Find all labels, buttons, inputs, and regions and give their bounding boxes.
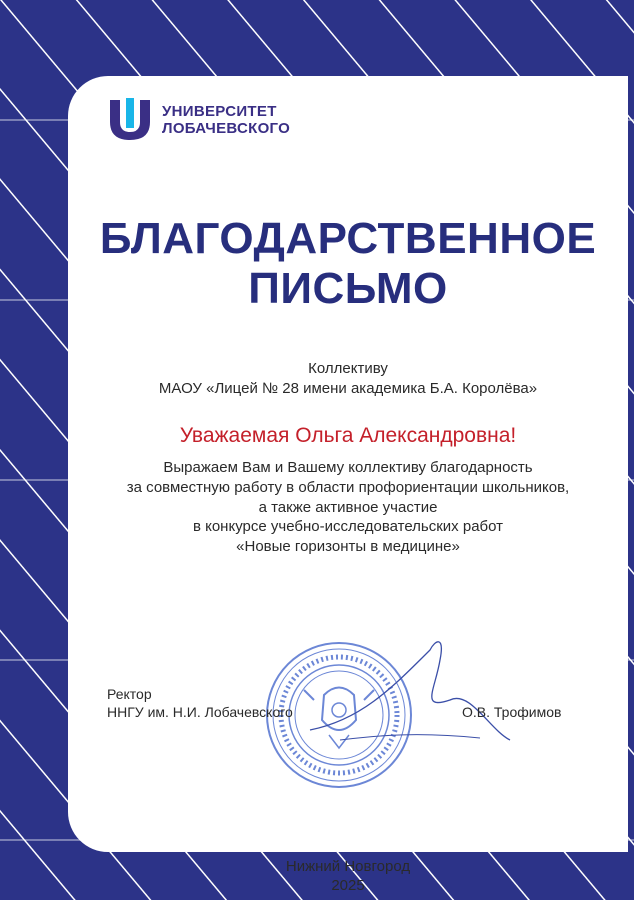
- document-title-line-1: БЛАГОДАРСТВЕННОЕ: [99, 214, 597, 263]
- body-line-2: за совместную работу в области профориентации школьников,: [126, 479, 570, 496]
- body-line-5: «Новые горизонты в медицине»: [236, 538, 460, 555]
- logo-line-2: ЛОБАЧЕВСКОГО: [162, 120, 291, 137]
- signatory-name: О.В. Трофимов: [462, 704, 562, 720]
- greeting: Уважаемая Ольга Александровна!: [179, 424, 517, 447]
- body-line-3: а также активное участие: [258, 499, 438, 516]
- handwritten-signature: [300, 620, 520, 760]
- signatory-position-line-1: Ректор: [107, 686, 152, 702]
- logo-line-1: УНИВЕРСИТЕТ: [162, 103, 277, 120]
- recipient-line-1: Коллективу: [308, 360, 388, 377]
- recipient-line-2: МАОУ «Лицей № 28 имени академика Б.А. Королёва»: [158, 380, 538, 397]
- university-logo-icon: [106, 98, 154, 142]
- footer-city: Нижний Новгород: [285, 858, 411, 875]
- signatory-position-line-2: ННГУ им. Н.И. Лобачевского: [107, 704, 293, 720]
- document-title-line-2: ПИСЬМО: [248, 264, 448, 313]
- body-line-4: в конкурсе учебно-исследовательских работ: [192, 518, 504, 535]
- university-logo: [106, 98, 290, 142]
- footer-year: 2025: [331, 877, 365, 894]
- body-line-1: Выражаем Вам и Вашему коллективу благодарность: [163, 459, 533, 476]
